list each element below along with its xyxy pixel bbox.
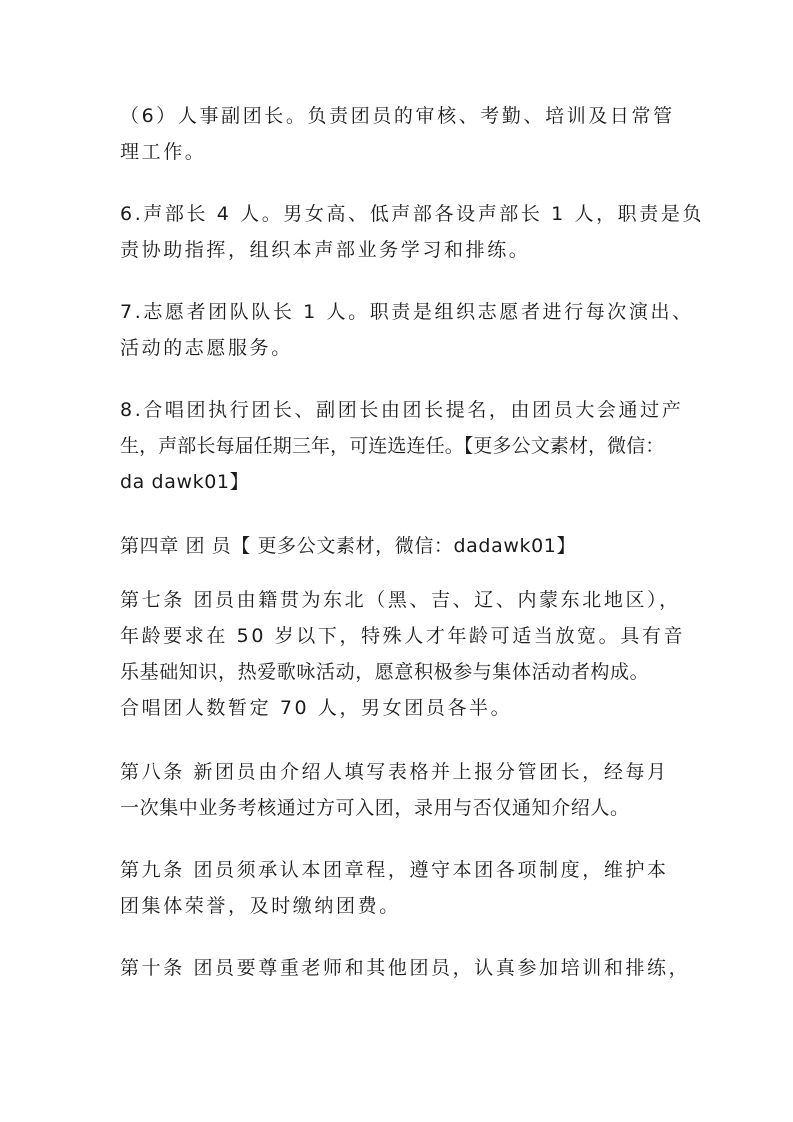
text-line: （6）人事副团长。负责团员的审核、考勤、培训及日常管 (120, 105, 675, 127)
text-line: 生，声部长每届任期三年，可连选连任。【更多公文素材，微信： (120, 435, 665, 457)
text-line: 第七条 团员由籍贯为东北（黑、吉、辽、内蒙东北地区）， (120, 589, 681, 611)
text-line: da dawk01】 (120, 471, 250, 493)
text-line: 责协助指挥，组织本声部业务学习和排练。 (120, 239, 531, 261)
text-line: 6.声部长 4 人。男女高、低声部各设声部长 1 人，职责是负 (120, 203, 705, 225)
text-line: 一次集中业务考核通过方可入团，录用与否仅通知介绍人。 (120, 797, 630, 819)
paragraph-hr-vice-leader (120, 98, 680, 170)
text-line: 乐基础知识，热爱歌咏活动，愿意积极参与集体活动者构成。 (120, 661, 650, 683)
text-line: 第四章 团 员【 更多公文素材，微信：dadawk01】 (120, 535, 577, 557)
text-line: 8.合唱团执行团长、副团长由团长提名，由团员大会通过产 (120, 399, 684, 421)
paragraph-nomination (120, 392, 684, 500)
paragraph-article-10 (120, 950, 691, 986)
paragraph-section-leaders (120, 196, 705, 268)
paragraph-article-9 (120, 852, 680, 924)
paragraph-volunteer-captain (120, 294, 694, 366)
text-line: 第九条 团员须承认本团章程，遵守本团各项制度，维护本 (120, 859, 669, 881)
text-line: 合唱团人数暂定 70 人，男女团员各半。 (120, 697, 513, 719)
text-line: 年龄要求在 50 岁以下，特殊人才年龄可适当放宽。具有音 (120, 625, 686, 647)
text-line: 7.志愿者团队队长 1 人。职责是组织志愿者进行每次演出、 (120, 301, 694, 323)
chapter-heading (120, 528, 680, 564)
text-line: 理工作。 (120, 141, 207, 163)
text-line: 第十条 团员要尊重老师和其他团员，认真参加培训和排练， (120, 957, 691, 979)
text-line: 活动的志愿服务。 (120, 337, 293, 359)
paragraph-article-7 (120, 582, 686, 726)
text-line: 团集体荣誉，及时缴纳团费。 (120, 895, 401, 917)
paragraph-article-8 (120, 754, 680, 826)
text-line: 第八条 新团员由介绍人填写表格并上报分管团长，经每月 (120, 761, 669, 783)
